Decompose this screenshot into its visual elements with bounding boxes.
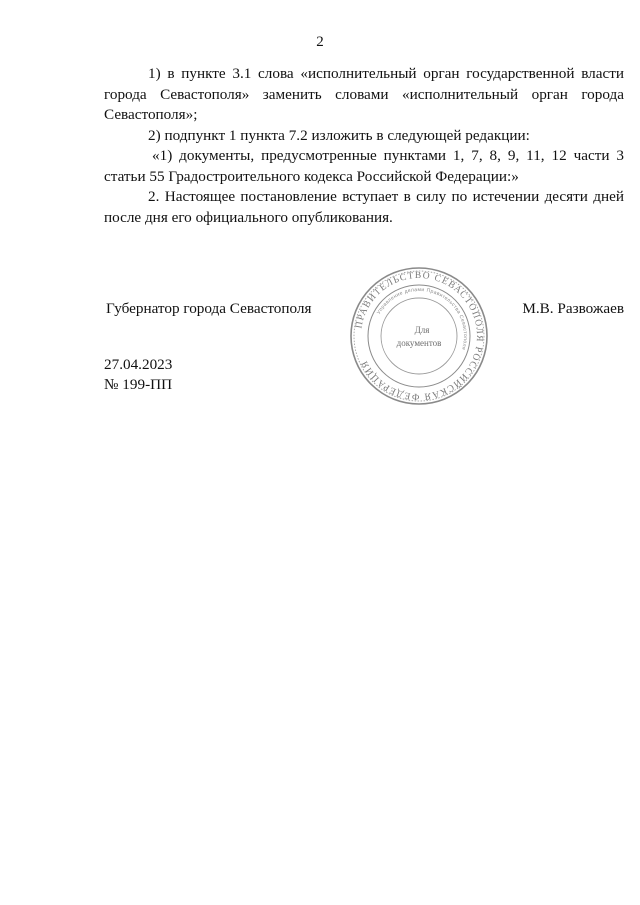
signatory-name: М.В. Развожаев (522, 300, 624, 317)
seal-graphic (348, 265, 490, 407)
paragraph-item-2: 2) подпункт 1 пункта 7.2 изложить в следующей редакции: (148, 126, 530, 144)
paragraph-effective-date: 2. Настоящее постановление вступает в силу по истечении десяти дней после дня его официального опубликования. (104, 188, 624, 226)
document-number: № 199-ПП (104, 376, 173, 393)
document-body (104, 64, 624, 228)
seal-middle-ring (368, 285, 470, 387)
seal-center-line-1: Для (414, 325, 430, 335)
official-seal (348, 265, 490, 407)
seal-outer-text: ПРАВИТЕЛЬСТВО СЕВАСТОПОЛЯ РОССИЙСКАЯ ФЕДЕРАЦИЯ (354, 270, 485, 402)
seal-inner-ring (381, 298, 457, 374)
paragraph-quoted-item: «1) документы, предусмотренные пунктами 1, 7, 8, 9, 11, 12 части 3 статьи 55 Градостроительного кодекса Российской Федерации:» (104, 147, 624, 185)
page-number: 2 (316, 34, 324, 50)
seal-center-line-2: документов (396, 338, 442, 348)
signatory-title: Губернатор города Севастополя (106, 300, 312, 317)
seal-inner-text: Управление делами Правительства Севастополя (376, 286, 469, 351)
paragraph-item-1: 1) в пункте 3.1 слова «исполнительный орган государственной власти города Севастополя» заменить словами «исполнительный орган города Севастополя»; (104, 65, 624, 123)
document-meta (104, 355, 172, 395)
document-date: 27.04.2023 (104, 356, 173, 373)
